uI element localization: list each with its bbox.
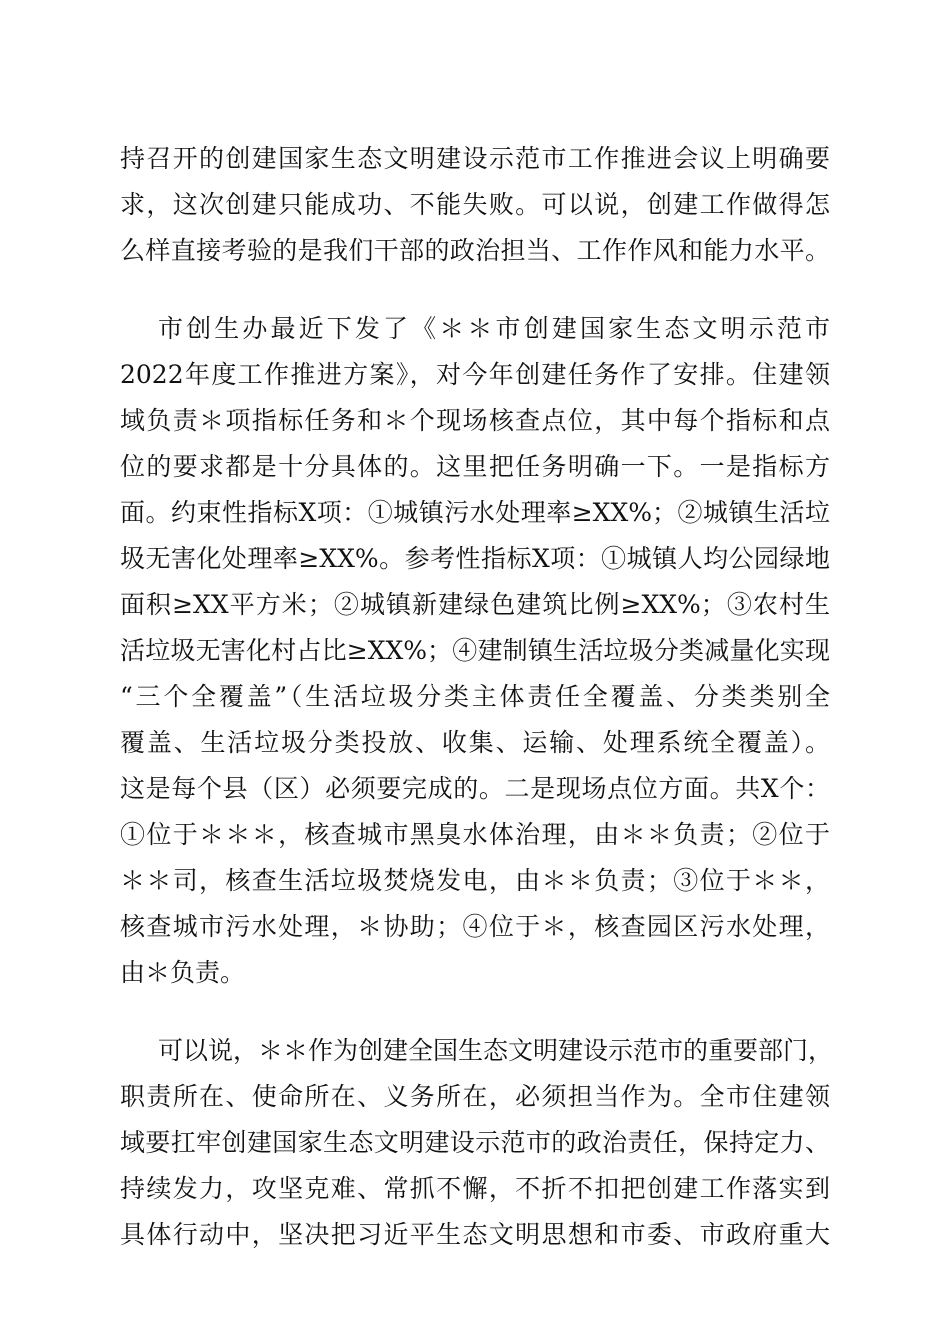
- text-line: 这是每个县（区）必须要完成的。二是现场点位方面。共X个：: [120, 774, 830, 803]
- paragraph-start-line: 可以说，＊＊作为创建全国生态文明建设示范市的重要部门，: [158, 1036, 834, 1065]
- text-line: ＊＊司，核查生活垃圾焚烧发电，由＊＊负责；③位于＊＊，: [120, 866, 830, 895]
- text-line: 活垃圾无害化村占比≥XX%；④建制镇生活垃圾分类减量化实现: [120, 636, 830, 665]
- text-line: “三个全覆盖”（生活垃圾分类主体责任全覆盖、分类类别全: [120, 682, 830, 711]
- text-line: 由＊负责。: [120, 958, 246, 987]
- text-line: 职责所在、使命所在、义务所在，必须担当作为。全市住建领: [120, 1082, 830, 1111]
- text-line: 覆盖、生活垃圾分类投放、收集、运输、处理系统全覆盖）。: [120, 728, 830, 757]
- text-line: 位的要求都是十分具体的。这里把任务明确一下。一是指标方: [120, 452, 830, 481]
- text-line: 域要扛牢创建国家生态文明建设示范市的政治责任，保持定力、: [120, 1128, 830, 1157]
- text-line: 面。约束性指标X项：①城镇污水处理率≥XX%；②城镇生活垃: [120, 498, 830, 527]
- paragraph-start-line: 市创生办最近下发了《＊＊市创建国家生态文明示范市: [158, 314, 830, 343]
- text-line: ①位于＊＊＊，核查城市黑臭水体治理，由＊＊负责；②位于: [120, 820, 830, 849]
- text-line: 2022年度工作推进方案》，对今年创建任务作了安排。住建领: [120, 360, 830, 389]
- text-line: 具体行动中，坚决把习近平生态文明思想和市委、市政府重大: [120, 1220, 830, 1249]
- text-line: 域负责＊项指标任务和＊个现场核查点位，其中每个指标和点: [120, 406, 830, 435]
- text-line: 圾无害化处理率≥XX%。参考性指标X项：①城镇人均公园绿地: [120, 544, 830, 573]
- text-line: 么样直接考验的是我们干部的政治担当、工作作风和能力水平。: [120, 236, 830, 265]
- text-line: 求，这次创建只能成功、不能失败。可以说，创建工作做得怎: [120, 190, 830, 219]
- text-line: 核查城市污水处理，＊协助；④位于＊，核查园区污水处理，: [120, 912, 830, 941]
- text-line: 面积≥XX平方米；②城镇新建绿色建筑比例≥XX%；③农村生: [120, 590, 830, 619]
- text-line: 持召开的创建国家生态文明建设示范市工作推进会议上明确要: [120, 144, 830, 173]
- text-line: 持续发力，攻坚克难、常抓不懈，不折不扣把创建工作落实到: [120, 1174, 830, 1203]
